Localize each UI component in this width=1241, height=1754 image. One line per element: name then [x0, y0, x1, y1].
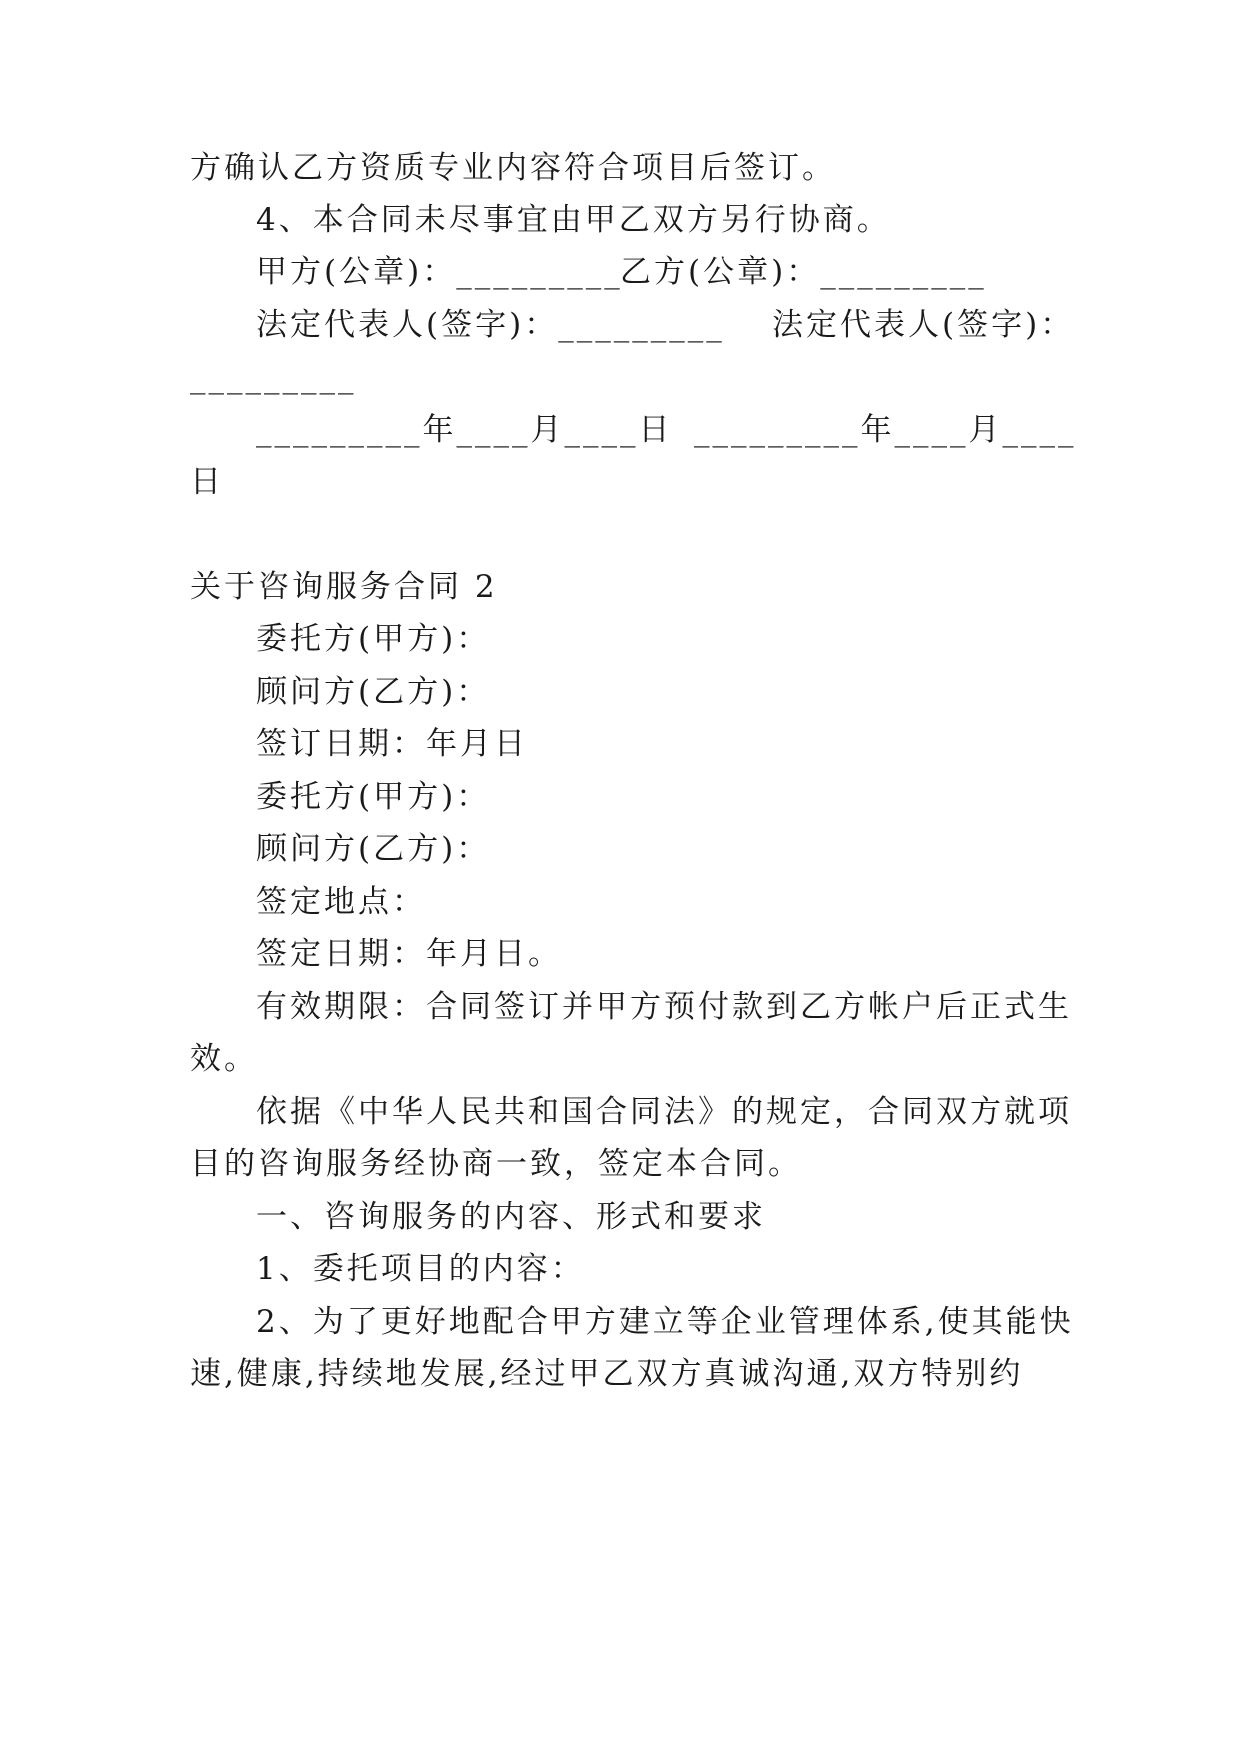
text-line: 签定日期：年月日。 [256, 936, 562, 972]
party-a-seal-line: 甲方(公章)：_________ [256, 254, 623, 290]
text-line: 委托方(甲方)： [256, 621, 491, 657]
text-line: 1、委托项目的内容： [256, 1251, 585, 1287]
section-heading: 一、咨询服务的内容、形式和要求 [256, 1199, 766, 1235]
text-line: 效。 [190, 1041, 258, 1077]
signature-blank: _________ [190, 359, 357, 395]
party-a-representative-line: 法定代表人(签字)：_________ [256, 307, 725, 343]
text-line: 有效期限：合同签订并甲方预付款到乙方帐户后正式生 [256, 989, 1072, 1025]
text-line: 签订日期：年月日 [256, 726, 528, 762]
text-line: 委托方(甲方)： [256, 779, 491, 815]
text-line: 顾问方(乙方)： [256, 674, 491, 710]
party-b-representative-line: 法定代表人(签字)： [772, 307, 1075, 343]
text-line: 签定地点： [256, 884, 426, 920]
text-line: 顾问方(乙方)： [256, 831, 491, 867]
text-line: 依据《中华人民共和国合同法》的规定，合同双方就项 [256, 1094, 1072, 1130]
party-b-date-line: _________年____月____ [694, 412, 1077, 448]
text-line: 目的咨询服务经协商一致，签定本合同。 [190, 1146, 802, 1182]
text-line: 速,健康,持续地发展,经过甲乙双方真诚沟通,双方特别约 [190, 1356, 1024, 1392]
party-a-date-line: _________年____月____日 [256, 412, 673, 448]
party-b-seal-line: 乙方(公章)：_________ [620, 254, 987, 290]
text-line: 日 [190, 464, 224, 500]
section-title: 关于咨询服务合同 2 [190, 569, 498, 605]
text-line: 4、本合同未尽事宜由甲乙双方另行协商。 [256, 202, 891, 238]
text-line: 2、为了更好地配合甲方建立等企业管理体系,使其能快 [256, 1304, 1074, 1340]
text-line: 方确认乙方资质专业内容符合项目后签订。 [190, 150, 836, 186]
